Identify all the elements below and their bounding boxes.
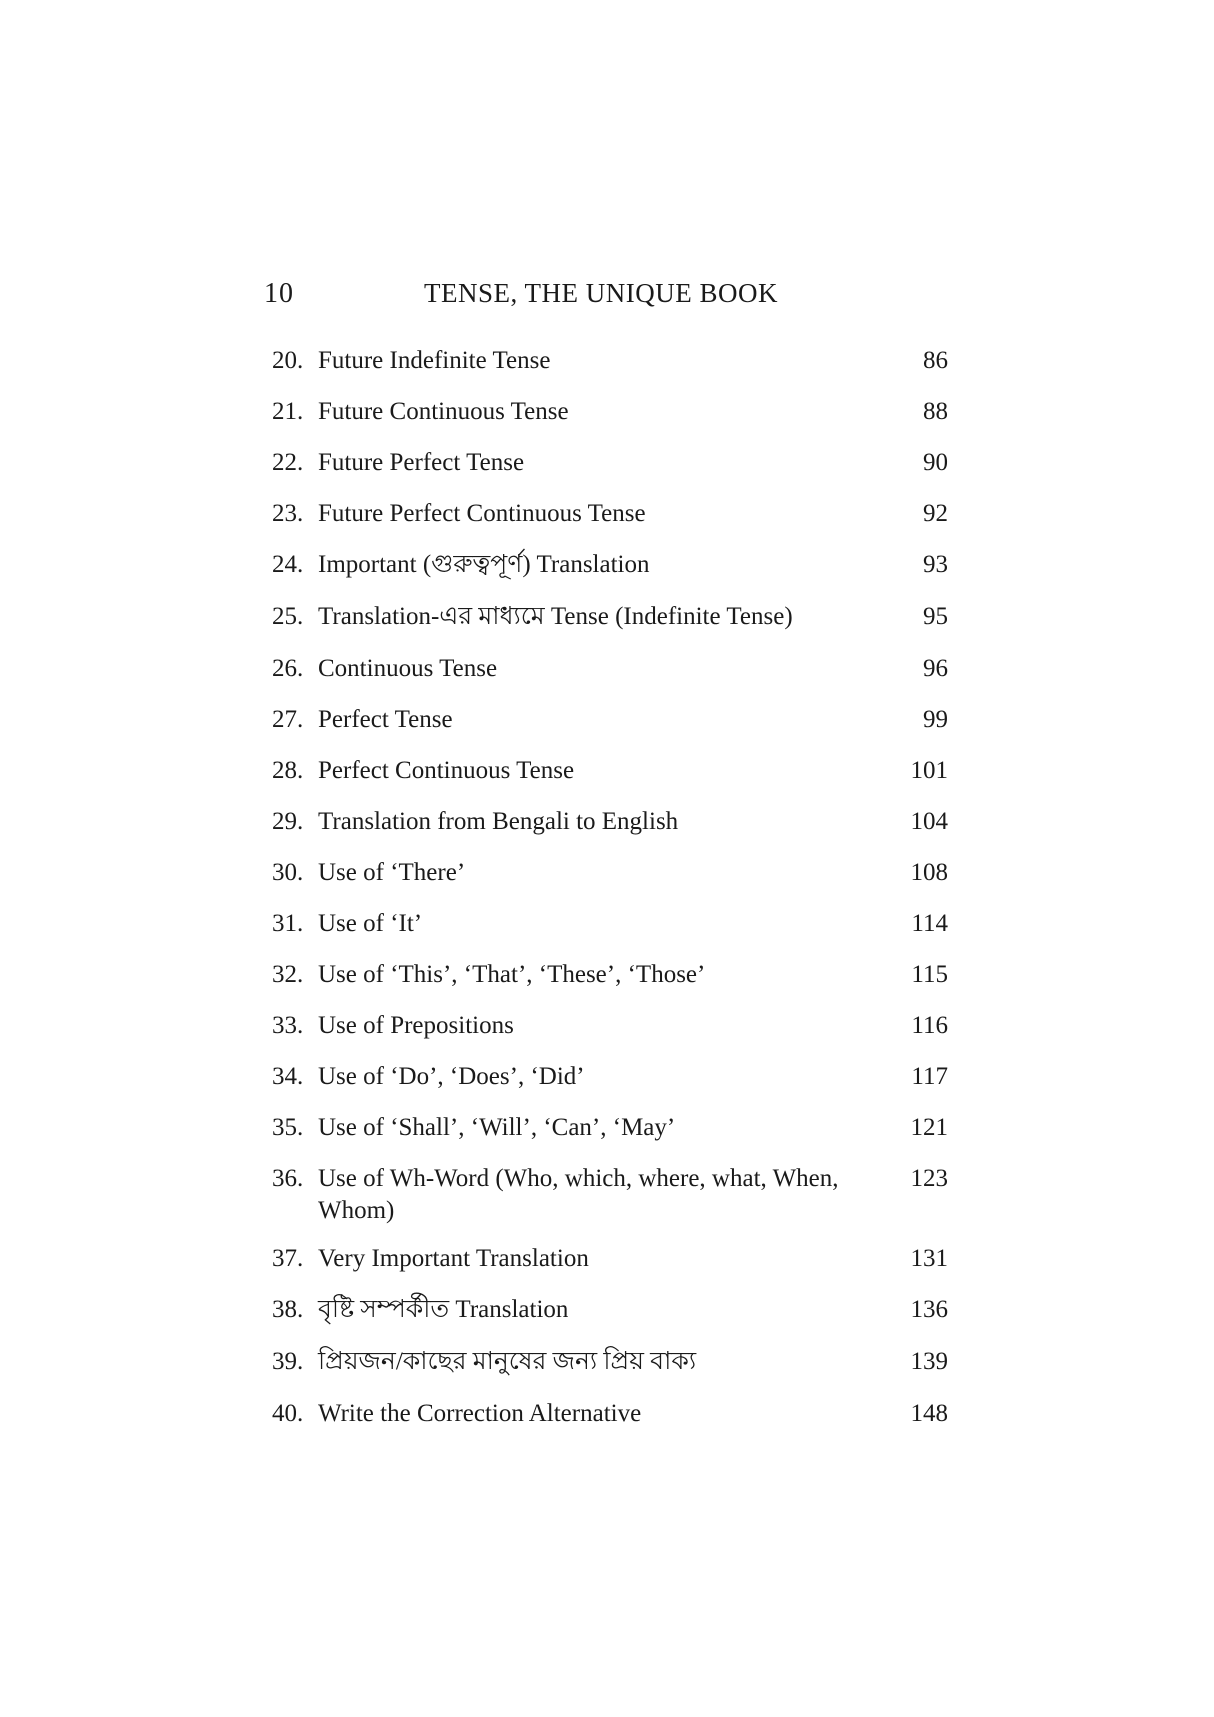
entry-number: 33. — [272, 1012, 304, 1039]
toc-entry — [272, 806, 948, 838]
entry-page: 99 — [923, 706, 948, 733]
entry-page: 93 — [923, 551, 948, 578]
entry-number: 20. — [272, 347, 304, 374]
entry-number: 21. — [272, 398, 304, 425]
entry-title: Future Perfect Continuous Tense — [318, 500, 646, 527]
entry-number: 32. — [272, 961, 304, 988]
entry-number: 27. — [272, 706, 304, 733]
entry-page: 114 — [911, 910, 948, 937]
page-header — [264, 278, 964, 318]
entry-number: 30. — [272, 859, 304, 886]
entry-page: 90 — [923, 449, 948, 476]
entry-title: Use of Wh-Word (Who, which, where, what, When, Whom) — [318, 1165, 839, 1224]
entry-title: প্রিয়জন/কাছের মানুষের জন্য প্রিয় বাক্য — [318, 1348, 697, 1375]
table-of-contents — [272, 345, 948, 1449]
entry-page: 116 — [911, 1012, 948, 1039]
toc-entry — [272, 1010, 948, 1042]
entry-title: Use of Prepositions — [318, 1012, 514, 1039]
entry-number: 38. — [272, 1296, 304, 1323]
toc-entry — [272, 1112, 948, 1144]
toc-entry — [272, 549, 948, 581]
entry-page: 148 — [910, 1400, 948, 1427]
entry-title: Write the Correction Alternative — [318, 1400, 642, 1427]
entry-page: 88 — [923, 398, 948, 425]
entry-title: Use of ‘This’, ‘That’, ‘These’, ‘Those’ — [318, 961, 706, 988]
entry-page: 115 — [911, 961, 948, 988]
toc-entry — [272, 1346, 948, 1378]
toc-entry — [272, 704, 948, 736]
entry-page: 121 — [910, 1114, 948, 1141]
toc-entry — [272, 601, 948, 633]
entry-number: 39. — [272, 1348, 304, 1375]
toc-entry — [272, 1294, 948, 1326]
toc-entry — [272, 498, 948, 530]
toc-entry — [272, 653, 948, 685]
entry-page: 96 — [923, 655, 948, 682]
toc-entry — [272, 345, 948, 377]
entry-number: 26. — [272, 655, 304, 682]
toc-entry — [272, 908, 948, 940]
entry-title: Future Continuous Tense — [318, 398, 569, 425]
entry-number: 24. — [272, 551, 304, 578]
entry-title: Use of ‘There’ — [318, 859, 466, 886]
entry-page: 101 — [910, 757, 948, 784]
toc-entry — [272, 755, 948, 787]
entry-title: Future Perfect Tense — [318, 449, 525, 476]
entry-page: 86 — [923, 347, 948, 374]
entry-page: 95 — [923, 603, 948, 630]
entry-page: 123 — [910, 1165, 948, 1192]
entry-number: 36. — [272, 1165, 304, 1192]
entry-title: Continuous Tense — [318, 655, 498, 682]
toc-entry — [272, 396, 948, 428]
book-title: TENSE, THE UNIQUE BOOK — [424, 278, 778, 308]
entry-title: Use of ‘Do’, ‘Does’, ‘Did’ — [318, 1063, 585, 1090]
entry-title: Translation from Bengali to English — [318, 808, 679, 835]
entry-number: 37. — [272, 1245, 304, 1272]
page-number: 10 — [264, 278, 294, 309]
entry-page: 139 — [910, 1348, 948, 1375]
entry-page: 117 — [911, 1063, 948, 1090]
entry-number: 23. — [272, 500, 304, 527]
toc-entry — [272, 1398, 948, 1430]
entry-page: 136 — [910, 1296, 948, 1323]
entry-title: Perfect Continuous Tense — [318, 757, 575, 784]
entry-number: 31. — [272, 910, 304, 937]
entry-title: Perfect Tense — [318, 706, 453, 733]
entry-number: 40. — [272, 1400, 304, 1427]
entry-title: Use of ‘Shall’, ‘Will’, ‘Can’, ‘May’ — [318, 1114, 676, 1141]
entry-number: 22. — [272, 449, 304, 476]
entry-title: Future Indefinite Tense — [318, 347, 551, 374]
entry-title: Translation-এর মাধ্যমে Tense (Indefinite Tense) — [318, 603, 793, 630]
entry-page: 92 — [923, 500, 948, 527]
entry-number: 29. — [272, 808, 304, 835]
entry-page: 131 — [910, 1245, 948, 1272]
entry-title: বৃষ্টি সম্পর্কীত Translation — [318, 1296, 569, 1323]
toc-entry — [272, 447, 948, 479]
toc-entry — [272, 959, 948, 991]
toc-entry — [272, 1061, 948, 1093]
entry-page: 108 — [910, 859, 948, 886]
toc-entry — [272, 1163, 948, 1227]
entry-number: 35. — [272, 1114, 304, 1141]
entry-title: Use of ‘It’ — [318, 910, 423, 937]
entry-number: 34. — [272, 1063, 304, 1090]
entry-title: Very Important Translation — [318, 1245, 589, 1272]
entry-title: Important (গুরুত্বপূর্ণ) Translation — [318, 551, 650, 578]
entry-page: 104 — [910, 808, 948, 835]
entry-number: 25. — [272, 603, 304, 630]
entry-number: 28. — [272, 757, 304, 784]
toc-entry — [272, 1243, 948, 1275]
toc-entry — [272, 857, 948, 889]
